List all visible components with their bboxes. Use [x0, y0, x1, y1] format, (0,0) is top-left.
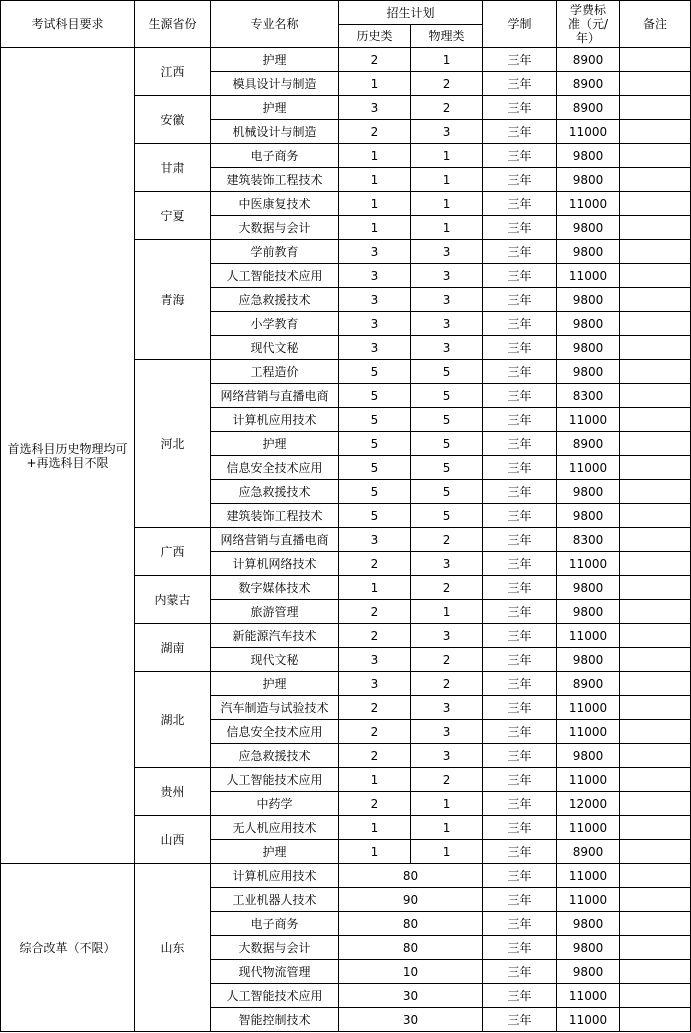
history-count-cell: 1	[339, 816, 411, 840]
history-count-cell: 1	[339, 72, 411, 96]
tuition-cell: 8900	[557, 72, 620, 96]
remarks-cell	[620, 72, 691, 96]
remarks-cell	[620, 840, 691, 864]
duration-cell: 三年	[483, 384, 557, 408]
duration-cell: 三年	[483, 336, 557, 360]
tuition-cell: 8900	[557, 672, 620, 696]
history-count-cell: 1	[339, 768, 411, 792]
tuition-cell: 11000	[557, 264, 620, 288]
duration-cell: 三年	[483, 864, 557, 888]
history-count-cell: 3	[339, 336, 411, 360]
province-cell: 湖南	[135, 624, 211, 672]
major-cell: 现代文秘	[211, 648, 339, 672]
major-cell: 计算机应用技术	[211, 864, 339, 888]
major-cell: 汽车制造与试验技术	[211, 696, 339, 720]
major-cell: 模具设计与制造	[211, 72, 339, 96]
tuition-cell: 11000	[557, 408, 620, 432]
history-count-cell: 2	[339, 48, 411, 72]
physics-count-cell: 2	[411, 72, 483, 96]
table-row	[1, 864, 691, 888]
tuition-cell: 9800	[557, 912, 620, 936]
duration-cell: 三年	[483, 312, 557, 336]
table-row	[1, 48, 691, 72]
duration-cell: 三年	[483, 960, 557, 984]
remarks-cell	[620, 648, 691, 672]
remarks-cell	[620, 672, 691, 696]
duration-cell: 三年	[483, 936, 557, 960]
physics-count-cell: 5	[411, 480, 483, 504]
tuition-cell: 11000	[557, 888, 620, 912]
history-count-cell: 2	[339, 552, 411, 576]
history-header: 历史类	[339, 25, 411, 48]
major-cell: 网络营销与直播电商	[211, 384, 339, 408]
major-cell: 工业机器人技术	[211, 888, 339, 912]
history-count-cell: 1	[339, 576, 411, 600]
tuition-cell: 11000	[557, 192, 620, 216]
physics-count-cell: 3	[411, 264, 483, 288]
remarks-cell	[620, 48, 691, 72]
remarks-cell	[620, 192, 691, 216]
major-cell: 机械设计与制造	[211, 120, 339, 144]
tuition-cell: 9800	[557, 936, 620, 960]
tuition-cell: 11000	[557, 696, 620, 720]
tuition-cell: 11000	[557, 120, 620, 144]
tuition-cell: 11000	[557, 864, 620, 888]
duration-cell: 三年	[483, 48, 557, 72]
major-cell: 信息安全技术应用	[211, 456, 339, 480]
major-cell: 中医康复技术	[211, 192, 339, 216]
tuition-cell: 8300	[557, 384, 620, 408]
major-header: 专业名称	[211, 1, 339, 48]
physics-count-cell: 3	[411, 720, 483, 744]
duration-cell: 三年	[483, 192, 557, 216]
history-count-cell: 5	[339, 384, 411, 408]
province-cell: 贵州	[135, 768, 211, 816]
history-count-cell: 3	[339, 288, 411, 312]
tuition-cell: 8900	[557, 432, 620, 456]
physics-count-cell: 3	[411, 624, 483, 648]
enrollment-plan-cell: 80	[339, 864, 483, 888]
tuition-cell: 11000	[557, 720, 620, 744]
major-cell: 护理	[211, 432, 339, 456]
major-cell: 应急救援技术	[211, 744, 339, 768]
remarks-cell	[620, 264, 691, 288]
history-count-cell: 2	[339, 720, 411, 744]
major-cell: 人工智能技术应用	[211, 984, 339, 1008]
remarks-cell	[620, 384, 691, 408]
province-cell: 内蒙古	[135, 576, 211, 624]
history-count-cell: 2	[339, 600, 411, 624]
physics-count-cell: 1	[411, 816, 483, 840]
tuition-cell: 11000	[557, 624, 620, 648]
header-row	[1, 1, 691, 25]
history-count-cell: 2	[339, 696, 411, 720]
enrollment-plan-cell: 30	[339, 984, 483, 1008]
remarks-cell	[620, 96, 691, 120]
tuition-cell: 9800	[557, 336, 620, 360]
tuition-cell: 9800	[557, 600, 620, 624]
physics-count-cell: 3	[411, 336, 483, 360]
tuition-cell: 11000	[557, 456, 620, 480]
major-cell: 信息安全技术应用	[211, 720, 339, 744]
physics-count-cell: 3	[411, 696, 483, 720]
tuition-cell: 9800	[557, 960, 620, 984]
history-count-cell: 2	[339, 792, 411, 816]
physics-count-cell: 5	[411, 504, 483, 528]
duration-cell: 三年	[483, 888, 557, 912]
history-count-cell: 5	[339, 432, 411, 456]
duration-cell: 三年	[483, 240, 557, 264]
physics-count-cell: 1	[411, 840, 483, 864]
duration-cell: 三年	[483, 600, 557, 624]
tuition-cell: 8300	[557, 528, 620, 552]
major-cell: 人工智能技术应用	[211, 264, 339, 288]
tuition-cell: 9800	[557, 576, 620, 600]
duration-cell: 三年	[483, 432, 557, 456]
duration-cell: 三年	[483, 984, 557, 1008]
history-count-cell: 3	[339, 312, 411, 336]
duration-cell: 三年	[483, 792, 557, 816]
duration-cell: 三年	[483, 72, 557, 96]
major-cell: 护理	[211, 96, 339, 120]
enrollment-plan-cell: 30	[339, 1008, 483, 1032]
remarks-cell	[620, 984, 691, 1008]
physics-count-cell: 5	[411, 360, 483, 384]
duration-cell: 三年	[483, 912, 557, 936]
tuition-cell: 9800	[557, 144, 620, 168]
remarks-cell	[620, 432, 691, 456]
major-cell: 计算机应用技术	[211, 408, 339, 432]
remarks-cell	[620, 864, 691, 888]
physics-header: 物理类	[411, 25, 483, 48]
physics-count-cell: 1	[411, 600, 483, 624]
remarks-cell	[620, 912, 691, 936]
history-count-cell: 2	[339, 120, 411, 144]
history-count-cell: 1	[339, 144, 411, 168]
tuition-cell: 11000	[557, 984, 620, 1008]
history-count-cell: 3	[339, 240, 411, 264]
history-count-cell: 5	[339, 360, 411, 384]
physics-count-cell: 5	[411, 432, 483, 456]
major-cell: 应急救援技术	[211, 288, 339, 312]
physics-count-cell: 3	[411, 288, 483, 312]
physics-count-cell: 1	[411, 168, 483, 192]
remarks-cell	[620, 408, 691, 432]
duration-cell: 三年	[483, 360, 557, 384]
remarks-cell	[620, 288, 691, 312]
duration-cell: 三年	[483, 216, 557, 240]
remarks-cell	[620, 576, 691, 600]
tuition-cell: 9800	[557, 504, 620, 528]
enrollment-plan-cell: 80	[339, 936, 483, 960]
major-cell: 现代物流管理	[211, 960, 339, 984]
major-cell: 电子商务	[211, 144, 339, 168]
remarks-cell	[620, 240, 691, 264]
history-count-cell: 5	[339, 408, 411, 432]
remarks-cell	[620, 360, 691, 384]
remarks-cell	[620, 1008, 691, 1032]
remarks-cell	[620, 720, 691, 744]
duration-cell: 三年	[483, 1008, 557, 1032]
duration-cell: 三年	[483, 576, 557, 600]
duration-cell: 三年	[483, 624, 557, 648]
major-cell: 护理	[211, 840, 339, 864]
duration-cell: 三年	[483, 168, 557, 192]
tuition-cell: 11000	[557, 1008, 620, 1032]
remarks-cell	[620, 120, 691, 144]
remarks-cell	[620, 960, 691, 984]
province-cell: 山西	[135, 816, 211, 864]
major-cell: 建筑装饰工程技术	[211, 168, 339, 192]
history-count-cell: 3	[339, 264, 411, 288]
duration-cell: 三年	[483, 696, 557, 720]
physics-count-cell: 3	[411, 312, 483, 336]
tuition-cell: 9800	[557, 312, 620, 336]
province-cell: 青海	[135, 240, 211, 360]
remarks-cell	[620, 144, 691, 168]
history-count-cell: 1	[339, 168, 411, 192]
enrollment-plan-cell: 80	[339, 912, 483, 936]
duration-cell: 三年	[483, 672, 557, 696]
major-cell: 数字媒体技术	[211, 576, 339, 600]
physics-count-cell: 1	[411, 792, 483, 816]
history-count-cell: 5	[339, 504, 411, 528]
major-cell: 新能源汽车技术	[211, 624, 339, 648]
remarks-cell	[620, 888, 691, 912]
enrollment-plan-cell: 10	[339, 960, 483, 984]
remarks-cell	[620, 312, 691, 336]
physics-count-cell: 2	[411, 648, 483, 672]
major-cell: 应急救援技术	[211, 480, 339, 504]
remarks-cell	[620, 480, 691, 504]
physics-count-cell: 5	[411, 408, 483, 432]
history-count-cell: 1	[339, 840, 411, 864]
history-count-cell: 2	[339, 624, 411, 648]
remarks-cell	[620, 936, 691, 960]
major-cell: 中药学	[211, 792, 339, 816]
history-count-cell: 3	[339, 96, 411, 120]
physics-count-cell: 1	[411, 48, 483, 72]
tuition-cell: 11000	[557, 552, 620, 576]
duration-cell: 三年	[483, 120, 557, 144]
major-cell: 小学教育	[211, 312, 339, 336]
physics-count-cell: 5	[411, 456, 483, 480]
enrollment-plan-header: 招生计划	[339, 1, 483, 25]
tuition-cell: 8900	[557, 96, 620, 120]
remarks-cell	[620, 336, 691, 360]
history-count-cell: 5	[339, 456, 411, 480]
duration-cell: 三年	[483, 456, 557, 480]
subject-requirement-header: 考试科目要求	[1, 1, 135, 48]
history-count-cell: 1	[339, 192, 411, 216]
physics-count-cell: 2	[411, 768, 483, 792]
remarks-cell	[620, 624, 691, 648]
duration-cell: 三年	[483, 552, 557, 576]
province-cell: 安徽	[135, 96, 211, 144]
major-cell: 大数据与会计	[211, 936, 339, 960]
tuition-cell: 9800	[557, 216, 620, 240]
remarks-cell	[620, 528, 691, 552]
province-cell: 湖北	[135, 672, 211, 768]
province-cell: 山东	[135, 864, 211, 1032]
physics-count-cell: 1	[411, 216, 483, 240]
history-count-cell: 5	[339, 480, 411, 504]
tuition-cell: 9800	[557, 240, 620, 264]
physics-count-cell: 1	[411, 192, 483, 216]
duration-cell: 三年	[483, 768, 557, 792]
duration-cell: 三年	[483, 528, 557, 552]
remarks-cell	[620, 456, 691, 480]
physics-count-cell: 2	[411, 96, 483, 120]
province-header: 生源省份	[135, 1, 211, 48]
remarks-cell	[620, 168, 691, 192]
duration-cell: 三年	[483, 648, 557, 672]
major-cell: 护理	[211, 48, 339, 72]
tuition-cell: 9800	[557, 168, 620, 192]
tuition-cell: 9800	[557, 288, 620, 312]
major-cell: 无人机应用技术	[211, 816, 339, 840]
major-cell: 人工智能技术应用	[211, 768, 339, 792]
tuition-cell: 8900	[557, 840, 620, 864]
history-count-cell: 3	[339, 528, 411, 552]
remarks-cell	[620, 216, 691, 240]
duration-cell: 三年	[483, 144, 557, 168]
tuition-cell: 12000	[557, 792, 620, 816]
duration-cell: 三年	[483, 504, 557, 528]
duration-cell: 三年	[483, 264, 557, 288]
duration-cell: 三年	[483, 720, 557, 744]
major-cell: 计算机网络技术	[211, 552, 339, 576]
subject-requirement-cell: 综合改革（不限）	[1, 864, 135, 1032]
major-cell: 学前教育	[211, 240, 339, 264]
physics-count-cell: 5	[411, 384, 483, 408]
major-cell: 现代文秘	[211, 336, 339, 360]
duration-header: 学制	[483, 1, 557, 48]
major-cell: 智能控制技术	[211, 1008, 339, 1032]
major-cell: 旅游管理	[211, 600, 339, 624]
remarks-cell	[620, 744, 691, 768]
major-cell: 大数据与会计	[211, 216, 339, 240]
province-cell: 甘肃	[135, 144, 211, 192]
history-count-cell: 3	[339, 672, 411, 696]
major-cell: 网络营销与直播电商	[211, 528, 339, 552]
tuition-cell: 9800	[557, 360, 620, 384]
physics-count-cell: 1	[411, 144, 483, 168]
physics-count-cell: 2	[411, 528, 483, 552]
duration-cell: 三年	[483, 816, 557, 840]
remarks-cell	[620, 504, 691, 528]
remarks-cell	[620, 600, 691, 624]
tuition-cell: 11000	[557, 768, 620, 792]
history-count-cell: 1	[339, 216, 411, 240]
duration-cell: 三年	[483, 480, 557, 504]
major-cell: 建筑装饰工程技术	[211, 504, 339, 528]
duration-cell: 三年	[483, 744, 557, 768]
remarks-cell	[620, 816, 691, 840]
province-cell: 江西	[135, 48, 211, 96]
remarks-header: 备注	[620, 1, 691, 48]
province-cell: 宁夏	[135, 192, 211, 240]
table-body	[1, 48, 691, 1032]
duration-cell: 三年	[483, 840, 557, 864]
remarks-cell	[620, 792, 691, 816]
physics-count-cell: 3	[411, 744, 483, 768]
tuition-cell: 11000	[557, 816, 620, 840]
tuition-cell: 9800	[557, 648, 620, 672]
duration-cell: 三年	[483, 408, 557, 432]
remarks-cell	[620, 696, 691, 720]
tuition-cell: 9800	[557, 480, 620, 504]
history-count-cell: 2	[339, 744, 411, 768]
physics-count-cell: 3	[411, 240, 483, 264]
remarks-cell	[620, 768, 691, 792]
enrollment-plan-cell: 90	[339, 888, 483, 912]
tuition-cell: 8900	[557, 48, 620, 72]
province-cell: 河北	[135, 360, 211, 528]
physics-count-cell: 2	[411, 576, 483, 600]
tuition-cell: 9800	[557, 744, 620, 768]
major-cell: 电子商务	[211, 912, 339, 936]
remarks-cell	[620, 552, 691, 576]
history-count-cell: 3	[339, 648, 411, 672]
duration-cell: 三年	[483, 288, 557, 312]
major-cell: 工程造价	[211, 360, 339, 384]
province-cell: 广西	[135, 528, 211, 576]
duration-cell: 三年	[483, 96, 557, 120]
physics-count-cell: 3	[411, 552, 483, 576]
major-cell: 护理	[211, 672, 339, 696]
subject-requirement-cell: 首选科目历史物理均可+再选科目不限	[1, 48, 135, 864]
physics-count-cell: 3	[411, 120, 483, 144]
physics-count-cell: 2	[411, 672, 483, 696]
tuition-header: 学费标准（元/年）	[557, 1, 620, 48]
